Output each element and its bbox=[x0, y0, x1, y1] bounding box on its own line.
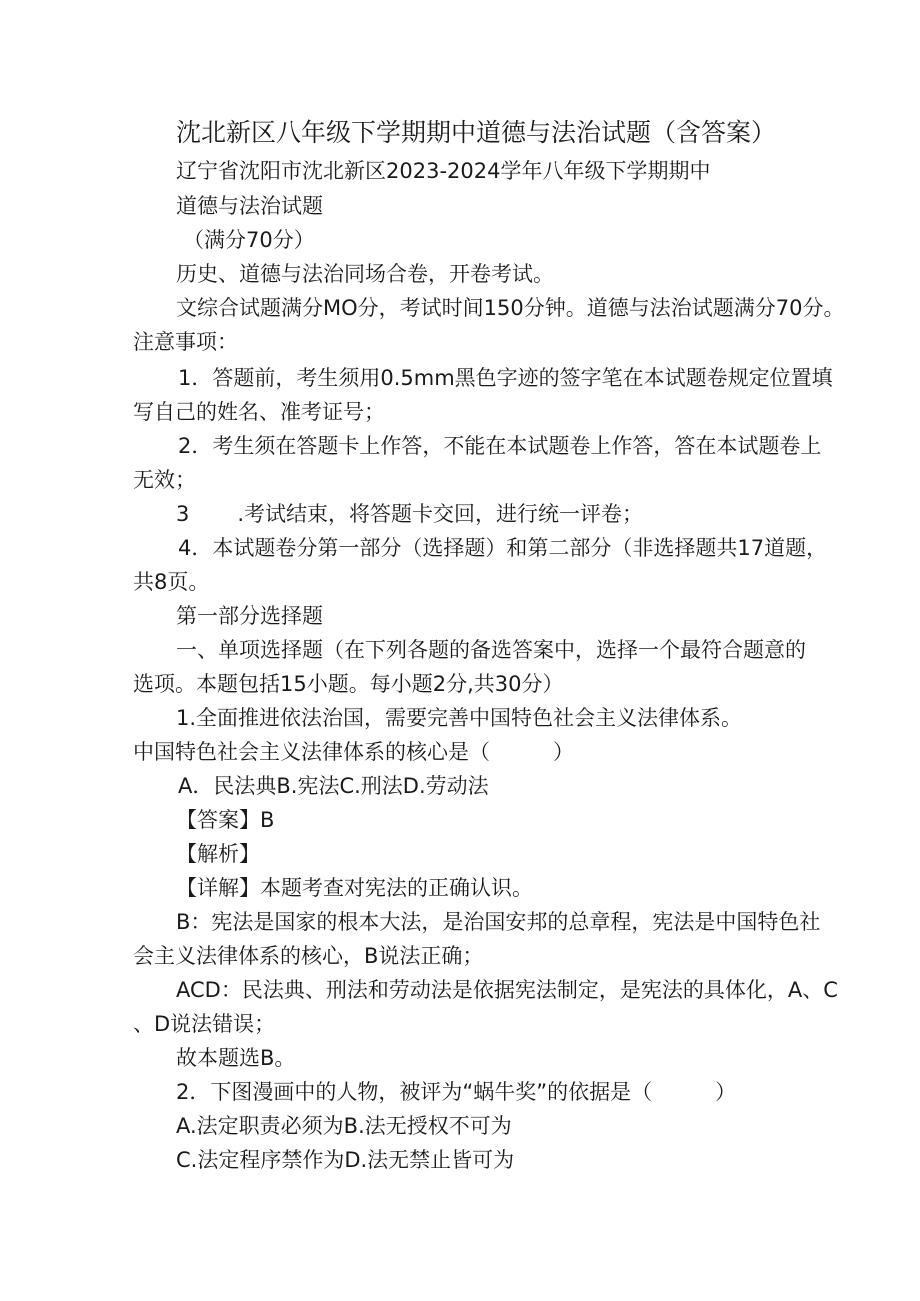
notice-1-line-1: 1．答题前，考生须用0.5mm黑色字迹的签字笔在本试题卷规定位置填 bbox=[178, 366, 833, 390]
notice-4-line-2: 共8页。 bbox=[133, 570, 210, 594]
notice-3 bbox=[176, 500, 643, 528]
question-1-option-b-explain-line-2: 会主义法律体系的核心，B说法正确； bbox=[133, 944, 484, 968]
exam-note: 历史、道德与法治同场合卷，开卷考试。 bbox=[176, 262, 554, 286]
score-time-line: 文综合试题满分MO分，考试时间150分钟。道德与法治试题满分70分。 bbox=[176, 296, 845, 320]
notice-1-line-2: 写自己的姓名、准考证号； bbox=[133, 400, 385, 424]
question-1-option-acd-explain-line-1: ACD：民法典、刑法和劳动法是依据宪法制定，是宪法的具体化，A、C bbox=[176, 978, 838, 1002]
subject-line: 道德与法治试题 bbox=[176, 194, 323, 218]
question-2-options-ab: A.法定职责必须为B.法无授权不可为 bbox=[176, 1114, 512, 1138]
question-1-options: A．民法典B.宪法C.刑法D.劳动法 bbox=[178, 774, 489, 798]
document-subtitle: 辽宁省沈阳市沈北新区2023-2024学年八年级下学期期中 bbox=[176, 159, 711, 183]
notice-4-line-1: 4．本试题卷分第一部分（选择题）和第二部分（非选择题共17道题， bbox=[178, 536, 828, 560]
section-1-line-2: 选项。本题包括15小题。每小题2分,共30分） bbox=[133, 672, 564, 696]
question-1-detail: 【详解】本题考查对宪法的正确认识。 bbox=[176, 876, 533, 900]
question-1-option-b-explain-line-1: B：宪法是国家的根本大法，是治国安邦的总章程，宪法是中国特色社 bbox=[176, 910, 821, 934]
question-2-stem: 2．下图漫画中的人物，被评为“蜗牛奖”的依据是（ ） bbox=[176, 1080, 737, 1104]
question-1-answer: 【答案】B bbox=[176, 808, 275, 832]
notice-heading: 注意事项： bbox=[133, 330, 238, 354]
question-1-option-acd-explain-line-2: 、D说法错误； bbox=[133, 1012, 276, 1036]
full-score: （满分70分） bbox=[183, 228, 315, 252]
question-1-analysis-label: 【解析】 bbox=[176, 842, 260, 866]
question-1-conclusion: 故本题选B。 bbox=[176, 1046, 296, 1070]
notice-2-line-1: 2．考生须在答题卡上作答，不能在本试题卷上作答，答在本试题卷上 bbox=[178, 434, 822, 458]
question-1-stem-line-1: 1.全面推进依法治国，需要完善中国特色社会主义法律体系。 bbox=[176, 706, 743, 730]
question-1-stem-line-2: 中国特色社会主义法律体系的核心是（ ） bbox=[133, 740, 574, 764]
part-1-heading: 第一部分选择题 bbox=[176, 604, 323, 628]
notice-3-number: 3 bbox=[176, 502, 190, 526]
section-1-line-1: 一、单项选择题（在下列各题的备选答案中，选择一个最符合题意的 bbox=[176, 638, 806, 662]
notice-2-line-2: 无效； bbox=[133, 468, 196, 492]
notice-3-text: .考试结束，将答题卡交回，进行统一评卷； bbox=[237, 502, 644, 526]
document-title: 沈北新区八年级下学期期中道德与法治试题（含答案） bbox=[176, 118, 777, 147]
question-2-options-cd: C.法定程序禁作为D.法无禁止皆可为 bbox=[176, 1148, 515, 1172]
